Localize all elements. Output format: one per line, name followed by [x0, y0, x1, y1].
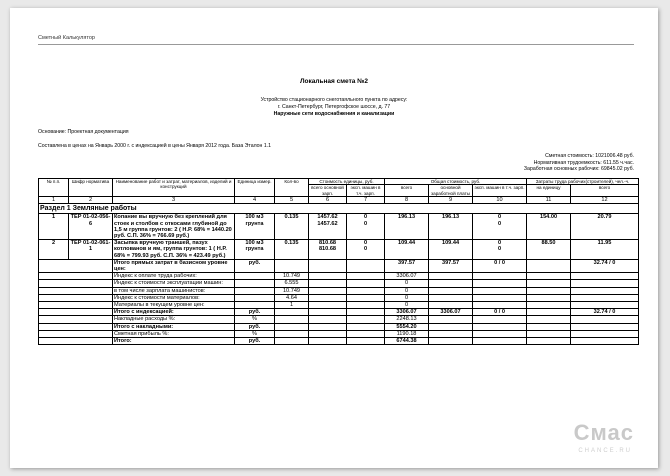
- total-blank: [527, 330, 571, 337]
- total-blank: [347, 294, 385, 301]
- total-unit: руб.: [235, 323, 275, 330]
- total-mach: [473, 316, 527, 323]
- total-blank: [39, 323, 113, 330]
- total-labor: [571, 302, 639, 309]
- item-labor-unit: 154.00: [527, 214, 571, 240]
- total-blank: [527, 323, 571, 330]
- total-basic-wage: [429, 323, 473, 330]
- total-unit: руб.: [235, 338, 275, 345]
- col-number: 4: [235, 197, 275, 204]
- total-basic-wage: [429, 338, 473, 345]
- total-row: [39, 323, 639, 330]
- total-mach: [473, 323, 527, 330]
- basis-text: Основание: Проектная документация: [38, 129, 129, 135]
- total-row: [39, 280, 639, 287]
- watermark-site: CHANCE.RU: [578, 448, 632, 454]
- total-labor: [571, 280, 639, 287]
- total-name: Итого с накладными:: [113, 323, 235, 330]
- total-mach: [473, 330, 527, 337]
- total-labor: [571, 330, 639, 337]
- total-qty: [275, 259, 309, 272]
- item-name: Засыпка вручную траншей, пазух котлованов и ям, группа грунтов: 1 ( Н.Р. 68% = 799.93 руб. С.П. 36% = 423.49 руб.): [113, 240, 235, 260]
- item-mach-wage-value: 0: [363, 246, 368, 253]
- total-blank: [527, 273, 571, 280]
- total-mach: [473, 294, 527, 301]
- total-blank: [309, 330, 347, 337]
- item-unit-cost-value: 810.68: [318, 246, 337, 253]
- total-value: 1190.18: [385, 330, 429, 337]
- item-mach-total-value: 0: [497, 246, 502, 253]
- app-name: Сметный Калькулятор: [38, 35, 95, 41]
- total-blank: [309, 294, 347, 301]
- total-name: в том числе зарплата машинистов:: [113, 287, 235, 294]
- total-name: Накладные расходы %:: [113, 316, 235, 323]
- total-name: Материалы в текущем уровне цен:: [113, 302, 235, 309]
- item-mach-wage-value: 0: [363, 220, 368, 227]
- total-row: [39, 330, 639, 337]
- header-unit: Единица измер.: [235, 179, 275, 197]
- header-total-cost: Общая стоимость, руб.: [385, 179, 527, 185]
- total-row: [39, 259, 639, 272]
- total-blank: [347, 316, 385, 323]
- col-number: 3: [113, 197, 235, 204]
- total-blank: [347, 338, 385, 345]
- col-number: 7: [347, 197, 385, 204]
- total-name: Сметная прибыль %:: [113, 330, 235, 337]
- column-number-row: [39, 197, 639, 204]
- total-qty: [275, 323, 309, 330]
- total-value: 2248.13: [385, 316, 429, 323]
- total-unit: руб.: [235, 259, 275, 272]
- section-title: Раздел 1 Земляные работы: [39, 204, 639, 214]
- total-blank: [527, 294, 571, 301]
- item-unit: 100 м3 грунта: [235, 240, 275, 260]
- header-unit-cost: Стоимость единицы, руб.: [309, 179, 385, 185]
- total-mach: [473, 273, 527, 280]
- estimate-table: [38, 178, 639, 345]
- col-number: 6: [309, 197, 347, 204]
- col-number: 8: [385, 197, 429, 204]
- total-blank: [309, 309, 347, 316]
- total-basic-wage: [429, 330, 473, 337]
- item-total: 196.13: [385, 214, 429, 240]
- total-labor: [571, 338, 639, 345]
- item-mach-wage-value: 0: [363, 240, 368, 247]
- header-all: всего: [571, 185, 639, 197]
- item-mach-wage-value: 0: [363, 214, 368, 221]
- item-name: Копание вы вручную без креплений для стоек и столбов с откосами глубиной до 1,5 м группа грунтов: 2 ( Н.Р. 68% = 1440.20 руб. С.П. 36% = 766.69 руб.): [113, 214, 235, 240]
- labor-value: Нормативная трудоемкость: 611.55 ч.час.: [533, 159, 634, 166]
- item-number: 1: [39, 214, 69, 240]
- total-blank: [527, 287, 571, 294]
- total-unit: [235, 273, 275, 280]
- total-qty: [275, 309, 309, 316]
- header-labor: Затраты труда рабочих(строителей), чел.-ч.: [527, 179, 639, 185]
- item-unit: 100 м3 грунта: [235, 214, 275, 240]
- total-basic-wage: 397.57: [429, 259, 473, 272]
- total-blank: [527, 309, 571, 316]
- table-row: [39, 214, 639, 240]
- total-value: 0: [385, 294, 429, 301]
- item-mach-total-value: 0: [497, 214, 502, 221]
- item-basic-wage: 196.13: [429, 214, 473, 240]
- total-unit: %: [235, 330, 275, 337]
- total-mach: 0 / 0: [473, 309, 527, 316]
- total-labor: 32.74 / 0: [571, 309, 639, 316]
- total-mach: [473, 302, 527, 309]
- total-blank: [309, 273, 347, 280]
- total-value: 3306.07: [385, 309, 429, 316]
- col-number: 1: [39, 197, 69, 204]
- item-mach-total-value: 0: [497, 220, 502, 227]
- total-unit: [235, 302, 275, 309]
- total-qty: [275, 316, 309, 323]
- header-code: Шифр норматива: [69, 179, 113, 197]
- total-row: [39, 294, 639, 301]
- item-unit-cost-value: 1457.62: [317, 214, 338, 221]
- item-number: 2: [39, 240, 69, 260]
- total-row: [39, 273, 639, 280]
- document-page: [10, 8, 658, 468]
- items-body: [39, 214, 639, 259]
- total-qty: 6.555: [275, 280, 309, 287]
- total-blank: [309, 323, 347, 330]
- total-row: [39, 287, 639, 294]
- total-blank: [347, 273, 385, 280]
- total-blank: [347, 330, 385, 337]
- total-value: 3306.07: [385, 273, 429, 280]
- header-mach-total: эксп. машин в т.ч. зарп.: [473, 185, 527, 197]
- header-name: Наименование работ и затрат, материалов, изделий и конструкций: [113, 179, 235, 197]
- header-divider: [38, 44, 634, 45]
- item-mach-wage: [347, 214, 385, 240]
- total-row: [39, 309, 639, 316]
- item-mach-total: [473, 214, 527, 240]
- total-blank: [39, 338, 113, 345]
- total-qty: 4.64: [275, 294, 309, 301]
- total-value: 0: [385, 280, 429, 287]
- total-blank: [39, 259, 113, 272]
- total-labor: [571, 273, 639, 280]
- item-unit-cost-value: 810.68: [318, 240, 337, 247]
- subtitle-line-2: г. Санкт-Петербург, Петергофское шоссе, д. 77: [277, 104, 391, 110]
- header-all-basic: всего основной зарп.: [309, 185, 347, 197]
- total-name: Итого:: [113, 338, 235, 345]
- total-row: [39, 316, 639, 323]
- total-qty: 10.749: [275, 273, 309, 280]
- header-n: № п.п.: [39, 179, 69, 197]
- total-blank: [347, 287, 385, 294]
- total-unit: [235, 287, 275, 294]
- header-qty: Кол-во: [275, 179, 309, 197]
- total-mach: [473, 287, 527, 294]
- total-blank: [347, 309, 385, 316]
- total-blank: [39, 280, 113, 287]
- header-basic-wage: основной заработной платы: [429, 185, 473, 197]
- item-code: ТЕР 01-02-056-6: [69, 214, 113, 240]
- total-blank: [527, 259, 571, 272]
- subtitle-line-3: Наружные сети водоснабжения и канализации: [273, 111, 395, 117]
- total-row: [39, 302, 639, 309]
- total-basic-wage: [429, 294, 473, 301]
- total-blank: [309, 316, 347, 323]
- item-code: ТЕР 01-02-061-1: [69, 240, 113, 260]
- item-mach-total: [473, 240, 527, 260]
- item-unit-cost: [309, 214, 347, 240]
- cost-value: Сметная стоимость: 1021006.48 руб.: [545, 153, 634, 159]
- total-qty: [275, 338, 309, 345]
- total-unit: %: [235, 316, 275, 323]
- total-blank: [309, 287, 347, 294]
- col-number: 9: [429, 197, 473, 204]
- item-total: 109.44: [385, 240, 429, 260]
- total-blank: [347, 323, 385, 330]
- total-blank: [309, 302, 347, 309]
- total-labor: [571, 316, 639, 323]
- total-mach: [473, 280, 527, 287]
- total-blank: [527, 280, 571, 287]
- total-blank: [39, 302, 113, 309]
- total-value: 5554.20: [385, 323, 429, 330]
- total-mach: 0 / 0: [473, 259, 527, 272]
- total-unit: руб.: [235, 309, 275, 316]
- total-value: 6744.38: [385, 338, 429, 345]
- total-basic-wage: [429, 302, 473, 309]
- totals-body: [39, 259, 639, 344]
- table-row: [39, 240, 639, 260]
- total-blank: [39, 309, 113, 316]
- col-number: 5: [275, 197, 309, 204]
- total-blank: [527, 316, 571, 323]
- total-blank: [39, 316, 113, 323]
- subtitle-line-1: Устройство стационарного снеготаяльного пункта по адресу:: [260, 97, 408, 103]
- total-unit: [235, 280, 275, 287]
- total-name: Итого прямых затрат в базисном уровне цен:: [113, 259, 235, 272]
- total-qty: [275, 330, 309, 337]
- item-labor-total: 20.79: [571, 214, 639, 240]
- total-row: [39, 338, 639, 345]
- item-qty: 0.135: [275, 240, 309, 260]
- header-mach-wage: эксп. машин в т.ч. зарп.: [347, 185, 385, 197]
- total-qty: 10.749: [275, 287, 309, 294]
- col-number: 11: [527, 197, 571, 204]
- total-labor: 32.74 / 0: [571, 259, 639, 272]
- total-blank: [527, 302, 571, 309]
- total-labor: [571, 287, 639, 294]
- total-qty: 1: [275, 302, 309, 309]
- item-unit-cost-value: 1457.62: [317, 220, 338, 227]
- item-mach-wage: [347, 240, 385, 260]
- total-basic-wage: [429, 287, 473, 294]
- total-value: 397.57: [385, 259, 429, 272]
- doc-subtitle: [10, 97, 658, 118]
- composed-text: Составлена в ценах на Январь 2000 г. с индексацией в цены Января 2012 года. База Эталон 1.1: [38, 143, 272, 149]
- doc-title: Локальная смета №2: [299, 78, 369, 85]
- total-blank: [39, 287, 113, 294]
- watermark-logo: Смас: [573, 420, 634, 445]
- total-labor: [571, 294, 639, 301]
- total-blank: [347, 259, 385, 272]
- total-basic-wage: [429, 280, 473, 287]
- total-blank: [347, 280, 385, 287]
- total-blank: [309, 259, 347, 272]
- total-labor: [571, 323, 639, 330]
- total-name: Индекс к стоимости эксплуатации машин:: [113, 280, 235, 287]
- total-blank: [309, 280, 347, 287]
- total-name: Итого с индексацией:: [113, 309, 235, 316]
- item-labor-unit: 88.50: [527, 240, 571, 260]
- total-blank: [39, 294, 113, 301]
- total-value: 0: [385, 287, 429, 294]
- col-number: 10: [473, 197, 527, 204]
- total-blank: [309, 338, 347, 345]
- item-unit-cost: [309, 240, 347, 260]
- total-basic-wage: 3306.07: [429, 309, 473, 316]
- col-number: 2: [69, 197, 113, 204]
- wages-value: Заработная основных рабочих: 69845.02 руб.: [523, 166, 634, 173]
- item-qty: 0.135: [275, 214, 309, 240]
- total-value: 0: [385, 302, 429, 309]
- header-total: всего: [385, 185, 429, 197]
- cost-metrics: [524, 153, 634, 173]
- total-blank: [527, 338, 571, 345]
- total-name: Индекс к стоимости материалов:: [113, 294, 235, 301]
- header-per-unit: на единицу: [527, 185, 571, 197]
- item-mach-total-value: 0: [497, 240, 502, 247]
- total-basic-wage: [429, 316, 473, 323]
- total-mach: [473, 338, 527, 345]
- item-labor-total: 11.95: [571, 240, 639, 260]
- total-blank: [39, 273, 113, 280]
- section-row: [39, 204, 639, 214]
- total-blank: [347, 302, 385, 309]
- item-basic-wage: 109.44: [429, 240, 473, 260]
- total-name: Индекс к оплате труда рабочих:: [113, 273, 235, 280]
- total-unit: [235, 294, 275, 301]
- col-number: 12: [571, 197, 639, 204]
- total-blank: [39, 330, 113, 337]
- total-basic-wage: [429, 273, 473, 280]
